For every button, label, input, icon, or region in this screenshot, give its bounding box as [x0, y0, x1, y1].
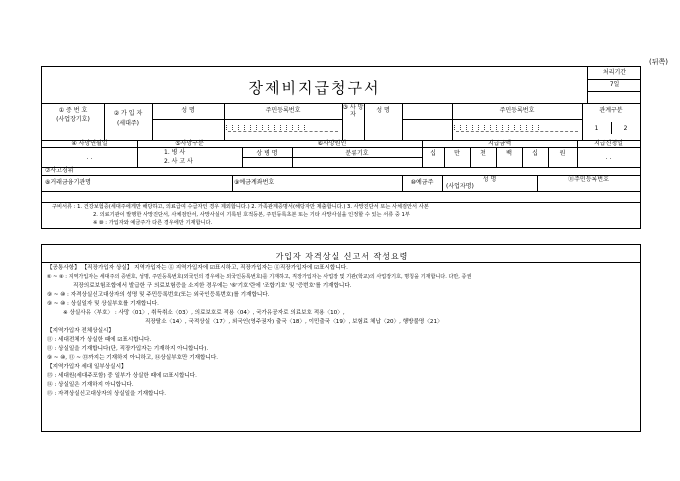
processing-period-value: 7일 [609, 81, 620, 88]
subscriber-resident-label: 주민등록번호 [265, 107, 301, 114]
guide-line: ⑪ : 상실일을 기재합니다(단, 직장가입자는 기재하지 아니합니다). [47, 346, 209, 352]
guide-line: ⑨ ~ ⑩ : 자격상실신고대상자의 성명 및 주민등록번호(또는 외국인등록번호)를 기재합니다. [47, 292, 270, 298]
subscriber-name-label: 성 명 [181, 107, 195, 114]
subscriber-sub-label: (세대주) [116, 120, 140, 127]
guide-line: 직장탈소〈14〉, 국적상실〈17〉, 외국인(영주권자) 출국〈18〉, 이민출국〈19〉, 보험료 체납〈20〉, 행방불명〈21〉 [145, 319, 443, 325]
death-cause-label: ⑥사망원인 [317, 140, 347, 147]
holder-name-label: 성 명 [482, 176, 497, 183]
guide-line: ⑬ : 세대원(세대주포함) 중 일부가 상실한 때에 ☑표시합니다. [47, 373, 197, 379]
classification-label: 분류기호 [345, 150, 369, 157]
amount-unit-6: 원 [559, 150, 566, 157]
amount-label: 지급금액 [487, 140, 512, 147]
form-title: 장제비지급청구서 [248, 79, 381, 97]
deceased-label: ③ 사 망 자 [342, 104, 364, 118]
guide-line: ⑥ ~ ⑧ : 지역가입자는 세대주의 증번호, 성명, 주민등록번호(외국인의 경우에는 외국인등록번호)를 기재하고, 직장가입자는 사업장 및 기관(학교)의 사업장기호, 명칭을 기재합니다. 다만, 증권 [47, 274, 472, 280]
receipt-date-dots[interactable]: . . [605, 154, 612, 161]
note-1: 구비서류 : 1. 건강보험증(세대주에게만 해당하고, 의료급여 수급자인 경우 제외합니다.) 2. 가족관계증명서(해당자만 제출합니다.) 3. 사망진단서 또는 사체검안서 사본 [52, 204, 429, 210]
guide-box [41, 244, 641, 432]
page-label: (뒤쪽) [649, 58, 668, 66]
accident-place-label: ⑦사고경위 [45, 167, 74, 174]
amount-unit-5: 십 [532, 150, 538, 157]
guide-line: 【공통사항】 【직장가입자 상실】 지역가입자는 ⓖ 지역가입자에 ☑표시하고, 직장가입자는 ⓖ직장가입자에 ☑표시합니다. [47, 265, 348, 271]
guide-line: 직장의료보험조합에서 발급한 구 의료보험증을 소지한 경우에는 '⑥'기호'란에 '조합기호' 및 '증번호'를 기재합니다. [73, 283, 352, 289]
amount-unit-2: 만 [454, 150, 460, 157]
holder-sub-label: (사업자명) [446, 183, 474, 190]
death-type-accident[interactable]: 2. 사 고 사 [164, 158, 193, 165]
death-type-label: ⑤사망구분 [175, 140, 204, 147]
death-date-dots[interactable]: . . [86, 154, 93, 161]
note-3: ※ ⑩ : 가입자와 예금주가 다른 경우에만 기재합니다. [93, 220, 213, 226]
business-no-label: ① 증 번 호 [58, 107, 88, 114]
guide-line: ⑪ : 세대전체가 상실한 때에 ☑표시합니다. [47, 337, 152, 343]
relation-option-1[interactable]: 1 [594, 125, 599, 132]
relation-option-2[interactable]: 2 [623, 125, 628, 132]
guide-line: ⑭ : 상실일은 기재하지 아니합니다. [47, 382, 134, 388]
deceased-resident-label: 주민등록번호 [499, 107, 535, 114]
guide-title: 가입자 자격상실 신고서 작성요령 [275, 252, 409, 261]
note-2: 2. 의료기관이 발행한 사망진단서, 사체검안서, 사망사실이 기록된 호적등본, 주민등록초본 또는 기타 사망사실을 인정할 수 있는 서류 중 1부 [93, 212, 410, 218]
business-no-sub-label: (사업장기호) [56, 116, 90, 123]
death-date-label: ④ 사망연월일 [71, 140, 108, 147]
receipt-date-label: 지급신청일 [594, 140, 623, 147]
amount-unit-1: 십 [430, 150, 436, 157]
guide-line: 【지역가입자 세대 일부상실시】 [47, 364, 127, 370]
processing-period-label: 처리기간 [602, 69, 627, 76]
account-label: ⑨예금계좌번호 [234, 179, 275, 186]
guide-line: ⑮ : 자격상실신고대상자의 상실일을 기재합니다. [47, 391, 167, 397]
holder-resident-label: ⑪주민등록번호 [568, 176, 609, 183]
guide-line: ※ 상실사유〈부호〉 : 사망〈01〉, 취득취소〈03〉, 의료보호로 적용〈04〉, 국가유공자로 의료보호 적용〈10〉, [63, 310, 345, 316]
holder-label: ⑩예금주 [410, 179, 434, 186]
subscriber-label: ② 가 입 자 [113, 110, 143, 117]
disease-name-label: 상 병 명 [256, 150, 278, 157]
amount-unit-3: 천 [480, 150, 486, 157]
guide-line: ⑨ ~ ⑩ : 상실일자 및 상실부호를 기재합니다. [47, 301, 159, 307]
claim-form [41, 66, 641, 229]
death-type-disease[interactable]: 1. 병 사 [164, 149, 186, 156]
amount-unit-4: 백 [506, 150, 512, 157]
guide-line: 【지역가입자 전체상실시】 [47, 328, 115, 334]
deceased-name-label: 성 명 [376, 107, 390, 114]
guide-line: ⑨ ~ ⑩, ⑪ ~ ⑬까지는 기재하지 아니하고, ⑭상실부호만 기재합니다. [47, 355, 218, 361]
bank-label: ⑧거래금융기관명 [45, 179, 91, 186]
relation-label: 관계구분 [599, 107, 623, 114]
